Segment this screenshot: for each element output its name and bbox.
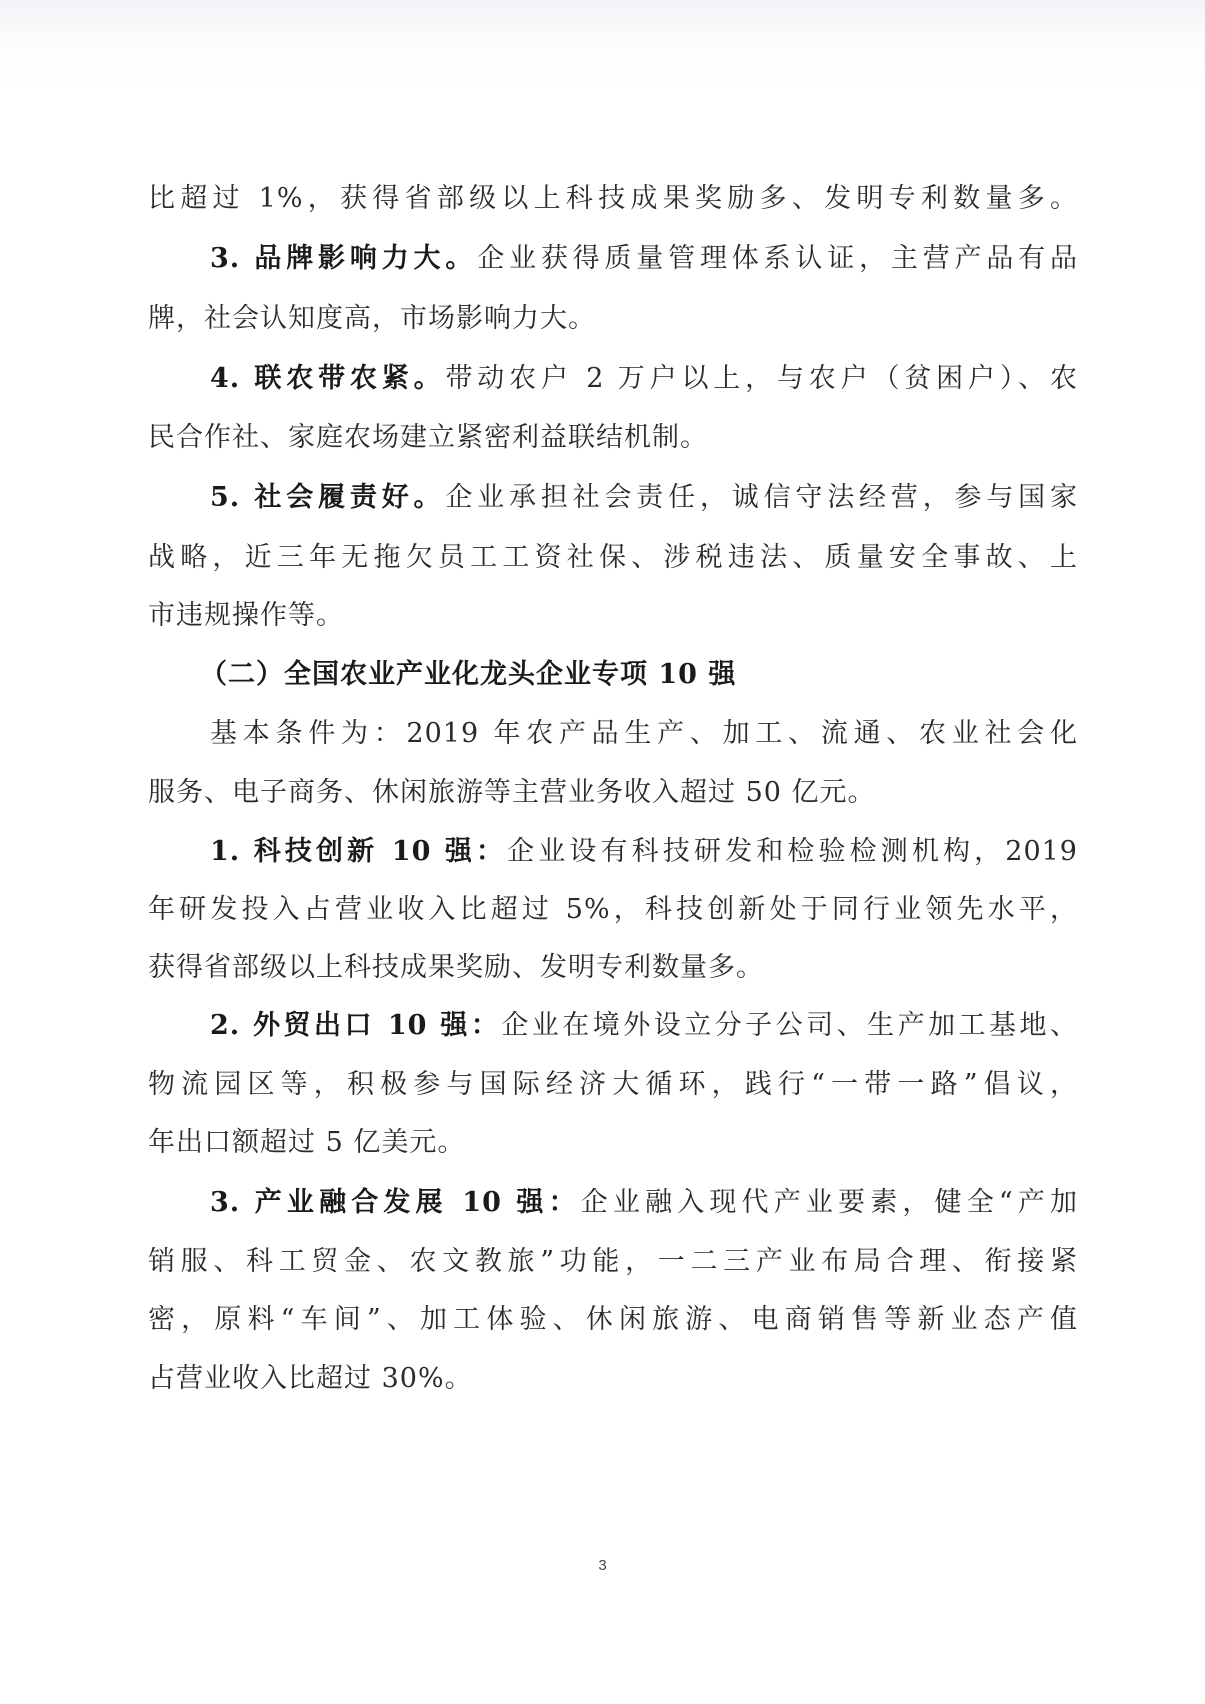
paragraph-line [148, 1065, 1078, 1105]
paragraph-line [148, 1300, 1078, 1340]
line-text: 获得省部级以上科技成果奖励、发明专利数量多。 [148, 952, 764, 983]
line-text: 企业承担社会责任，诚信守法经营，参与国家 [445, 482, 1078, 513]
paragraph-line [210, 1006, 1078, 1046]
paragraph-line [148, 1359, 1078, 1399]
line-text: 民合作社、家庭农场建立紧密利益联结机制。 [148, 422, 708, 453]
line-text: 销服、科工贸金、农文教旅”功能，一二三产业布局合理、衔接紧 [148, 1246, 1078, 1277]
item-heading: 5. 社会履责好。 [210, 482, 446, 513]
paragraph-line [148, 1123, 1078, 1163]
line-text: 服务、电子商务、休闲旅游等主营业务收入超过 50 亿元。 [148, 777, 876, 808]
paragraph-line [148, 418, 1078, 458]
line-text: 年研发投入占营业收入比超过 5%，科技创新处于同行业领先水平， [148, 894, 1078, 925]
section-heading [200, 655, 1068, 695]
paragraph-line [148, 1242, 1078, 1282]
paragraph-line [148, 948, 1078, 988]
line-text: 物流园区等，积极参与国际经济大循环，践行“一带一路”倡议， [148, 1069, 1078, 1100]
paragraph-line [148, 773, 1078, 813]
paragraph-line [148, 179, 1078, 219]
item-heading: 3. 产业融合发展 10 强： [210, 1187, 581, 1218]
line-text: 市违规操作等。 [148, 600, 344, 631]
paragraph-line [148, 538, 1078, 578]
heading-text: （二）全国农业产业化龙头企业专项 10 强 [200, 659, 737, 690]
paragraph-line [210, 478, 1078, 518]
paragraph-line [210, 359, 1078, 399]
line-text: 占营业收入比超过 30%。 [148, 1363, 473, 1394]
page-number: 3 [598, 1557, 607, 1574]
line-text: 比超过 1%，获得省部级以上科技成果奖励多、发明专利数量多。 [148, 183, 1078, 214]
item-heading: 4. 联农带农紧。 [210, 363, 446, 394]
line-text: 企业获得质量管理体系认证，主营产品有品 [477, 243, 1078, 274]
line-text: 战略，近三年无拖欠员工工资社保、涉税违法、质量安全事故、上 [148, 542, 1078, 573]
line-text: 基本条件为：2019 年农产品生产、加工、流通、农业社会化 [210, 718, 1078, 749]
line-text: 年出口额超过 5 亿美元。 [148, 1127, 466, 1158]
paragraph-line [210, 1183, 1078, 1223]
paragraph-line [148, 596, 1078, 636]
line-text: 企业在境外设立分子公司、生产加工基地、 [501, 1010, 1078, 1041]
paragraph-line [148, 299, 1078, 339]
paragraph-line [210, 239, 1078, 279]
paragraph-line [210, 832, 1078, 872]
line-text: 企业设有科技研发和检验检测机构，2019 [507, 836, 1078, 867]
item-heading: 3. 品牌影响力大。 [210, 243, 478, 274]
line-text: 牌，社会认知度高，市场影响力大。 [148, 303, 596, 334]
line-text: 企业融入现代产业要素，健全“产加 [580, 1187, 1078, 1218]
line-text: 带动农户 2 万户以上，与农户（贫困户）、农 [445, 363, 1078, 394]
item-heading: 2. 外贸出口 10 强： [210, 1010, 502, 1041]
paragraph-line [148, 890, 1078, 930]
paragraph-line [210, 714, 1078, 754]
line-text: 密，原料“车间”、加工体验、休闲旅游、电商销售等新业态产值 [148, 1304, 1078, 1335]
item-heading: 1. 科技创新 10 强： [210, 836, 508, 867]
